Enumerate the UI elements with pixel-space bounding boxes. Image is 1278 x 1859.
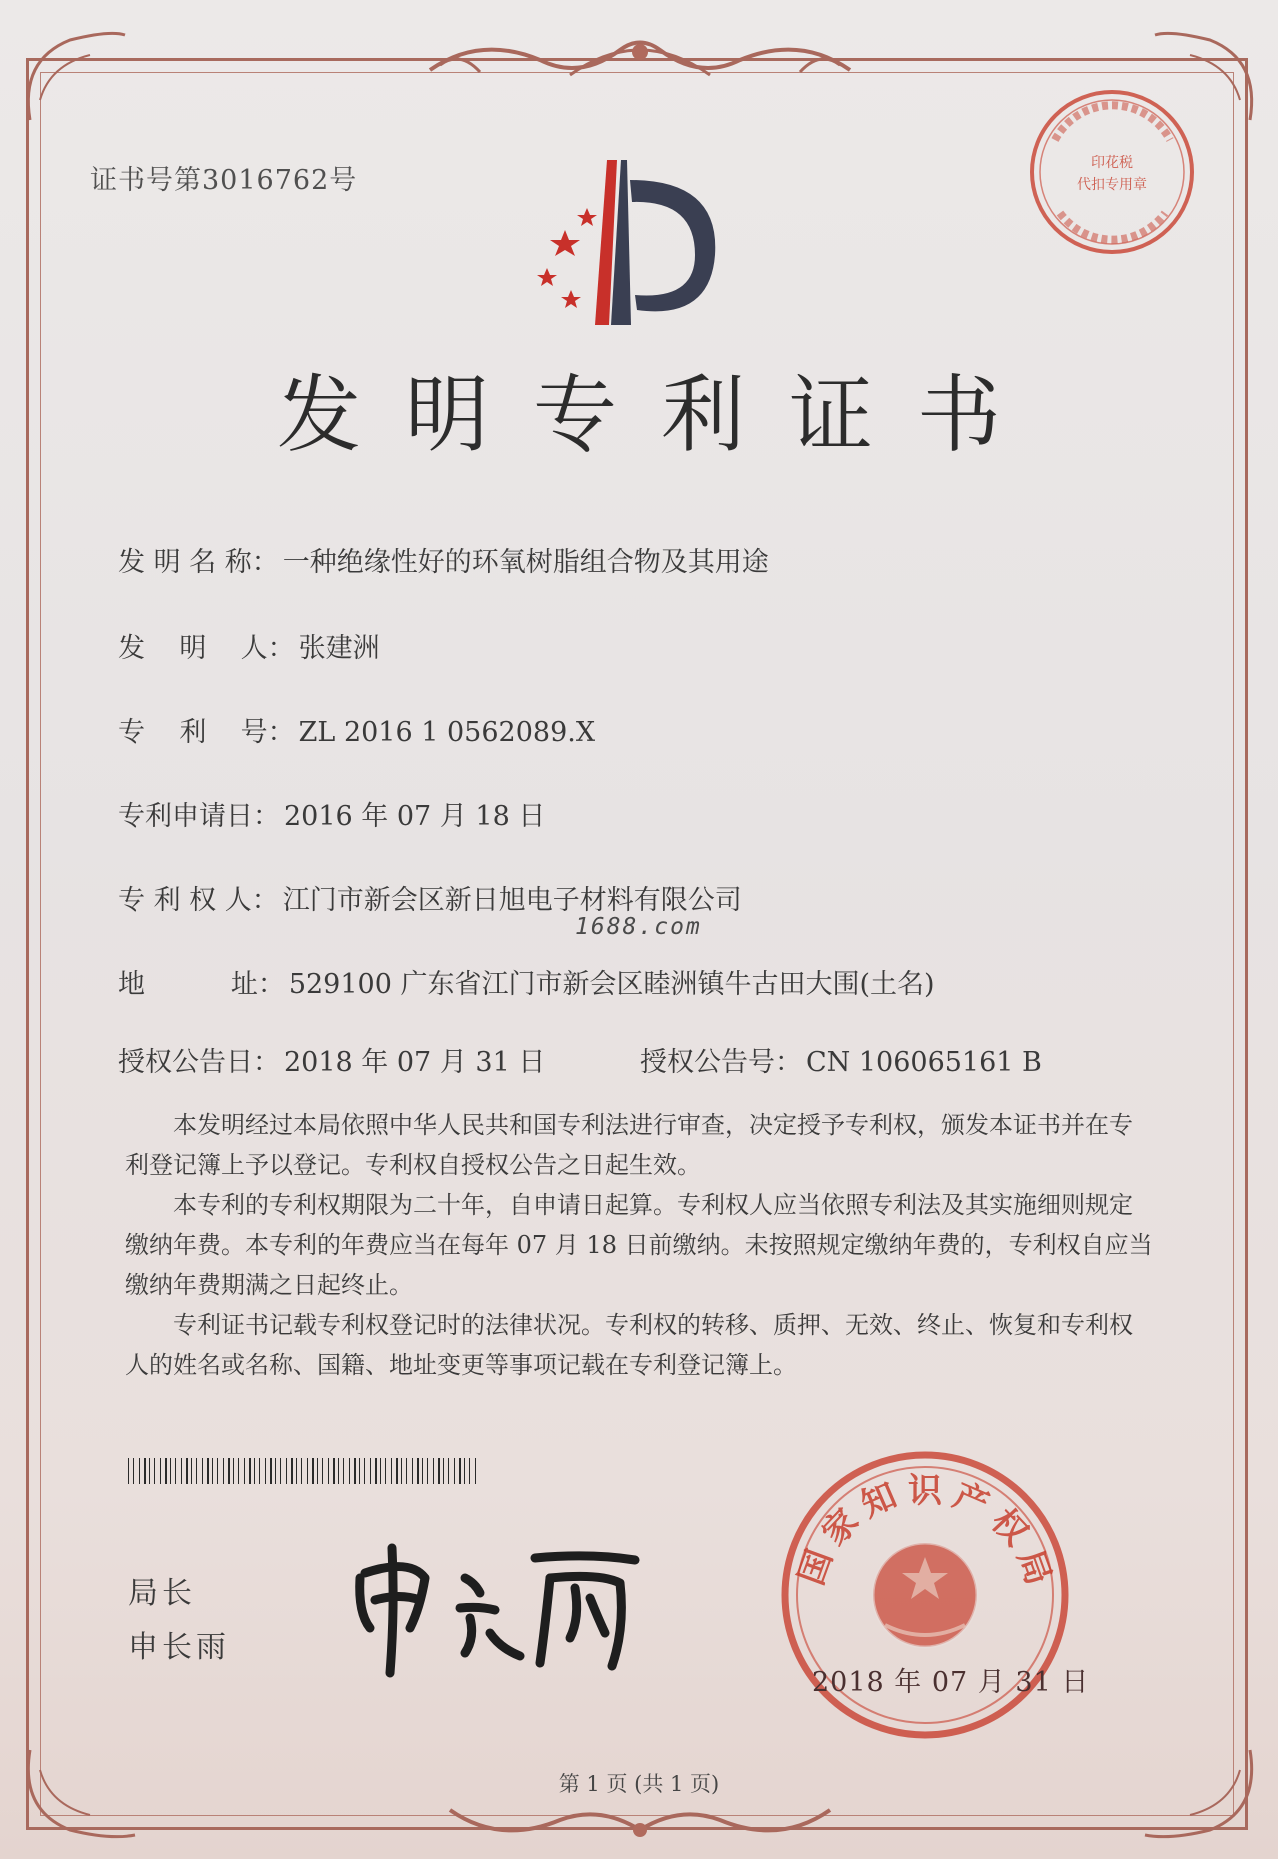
barcode-bar [133, 1458, 134, 1484]
barcode-bar [354, 1458, 356, 1484]
seal-character: 知 [855, 1475, 903, 1526]
barcode-bar [469, 1458, 470, 1484]
barcode-bar [286, 1458, 287, 1484]
barcode-bar [364, 1458, 365, 1484]
barcode-bar [249, 1458, 251, 1484]
barcode-bar [475, 1458, 476, 1484]
corner-ornament-top-left [10, 20, 130, 130]
barcode-bar [396, 1458, 398, 1484]
barcode-bar [170, 1458, 171, 1484]
barcode-bar [391, 1458, 392, 1484]
field-label: 专 利 号： [118, 717, 295, 748]
barcode-bar [296, 1458, 297, 1484]
barcode-bar [312, 1458, 314, 1484]
tax-seal-stamp [1025, 85, 1200, 260]
barcode-bar [181, 1458, 182, 1484]
barcode-bar [412, 1458, 413, 1484]
barcode-bar [322, 1458, 323, 1484]
barcode-bar [207, 1458, 209, 1484]
barcode-bar [454, 1458, 455, 1484]
barcode-bar [228, 1458, 230, 1484]
barcode-bar [223, 1458, 224, 1484]
certificate-number: 证书号第3016762号 [90, 165, 358, 196]
barcode-bar [149, 1458, 150, 1484]
seal-character: 权 [983, 1501, 1036, 1554]
barcode-bar [270, 1458, 272, 1484]
barcode-bar [196, 1458, 197, 1484]
barcode-bar [307, 1458, 308, 1484]
seal-character: 国 [791, 1544, 841, 1591]
barcode-bar [191, 1458, 192, 1484]
barcode-bar [175, 1458, 176, 1484]
barcode-bar [328, 1458, 329, 1484]
barcode-bar [259, 1458, 260, 1484]
barcode-bar [244, 1458, 245, 1484]
barcode-bar [128, 1458, 129, 1484]
barcode-bar [380, 1458, 381, 1484]
certificate-statement [125, 1105, 1155, 1385]
field-value: CN 106065161 B [806, 1047, 1042, 1078]
field-label: 授权公告号： [640, 1047, 802, 1078]
field-label: 发 明 人： [118, 633, 295, 664]
seal-character: 家 [814, 1501, 867, 1554]
barcode-bar [165, 1458, 167, 1484]
field-value: 529100 广东省江门市新会区睦洲镇牛古田大围(土名) [288, 969, 935, 1000]
barcode-bar [406, 1458, 407, 1484]
field-inventor [118, 626, 380, 665]
barcode-bar [139, 1458, 140, 1484]
barcode-bar [202, 1458, 203, 1484]
barcode-bar [433, 1458, 434, 1484]
director-title: 局长 [128, 1576, 196, 1611]
barcode-bar [154, 1458, 155, 1484]
statement-paragraph-2: 本专利的专利权期限为二十年，自申请日起算。专利权人应当依照专利法及其实施细则规定缴纳年费。本专利的年费应当在每年 07 月 18 日前缴纳。未按照规定缴纳年费的，专利权自应当缴纳年费期满之日起终止。 [125, 1191, 1153, 1299]
barcode-bar [275, 1458, 276, 1484]
field-label: 地 址： [118, 969, 285, 1000]
barcode-bar [443, 1458, 444, 1484]
statement-paragraph-3: 专利证书记载专利权登记时的法律状况。专利权的转移、质押、无效、终止、恢复和专利权人的姓名或名称、国籍、地址变更等事项记载在专利登记簿上。 [125, 1311, 1133, 1379]
barcode-bar [186, 1458, 188, 1484]
barcode-bar [427, 1458, 428, 1484]
barcode-bar [464, 1458, 465, 1484]
official-seal [775, 1445, 1075, 1745]
svg-text:代扣专用章: 代扣专用章 [1077, 177, 1147, 193]
field-value: 一种绝缘性好的环氧树脂组合物及其用途 [282, 547, 769, 578]
barcode-bar [422, 1458, 423, 1484]
barcode-bar [233, 1458, 234, 1484]
barcode-bar [401, 1458, 402, 1484]
field-value: 2016 年 07 月 18 日 [284, 801, 546, 832]
barcode-bar [212, 1458, 213, 1484]
barcode-bar [144, 1458, 146, 1484]
bottom-ornament [440, 1800, 840, 1850]
barcode-bar [160, 1458, 161, 1484]
field-grant-date [118, 1040, 545, 1079]
barcode-bar [238, 1458, 239, 1484]
seal-date: 2018 年 07 月 31 日 [812, 1667, 1090, 1698]
watermark-text: 1688.com [575, 914, 702, 940]
field-grant-no [640, 1040, 1042, 1079]
field-value: 江门市新会区新日旭电子材料有限公司 [282, 885, 742, 916]
barcode-bar [438, 1458, 440, 1484]
field-label: 专利申请日： [118, 801, 280, 832]
barcode-bar [349, 1458, 350, 1484]
barcode-bar [370, 1458, 371, 1484]
statement-paragraph-1: 本发明经过本局依照中华人民共和国专利法进行审查，决定授予专利权，颁发本证书并在专利登记簿上予以登记。专利权自授权公告之日起生效。 [125, 1111, 1133, 1179]
field-patentee [118, 878, 742, 917]
barcode-bar [280, 1458, 281, 1484]
certificate-title: 发明专利证书 [276, 366, 1045, 464]
field-value: 2018 年 07 月 31 日 [284, 1047, 546, 1078]
seal-character: 局 [1009, 1544, 1059, 1591]
barcode [128, 1458, 480, 1484]
field-patent-no [118, 710, 595, 749]
barcode-bar [301, 1458, 302, 1484]
barcode-bar [375, 1458, 377, 1484]
barcode-bar [338, 1458, 339, 1484]
barcode-bar [291, 1458, 293, 1484]
barcode-bar [448, 1458, 449, 1484]
page-number: 第 1 页 (共 1 页) [558, 1772, 720, 1796]
director-signature [350, 1538, 650, 1678]
seal-character: 识 [908, 1471, 942, 1511]
barcode-bar [385, 1458, 386, 1484]
patent-office-logo [535, 160, 745, 335]
barcode-bar [217, 1458, 218, 1484]
barcode-bar [417, 1458, 419, 1484]
barcode-bar [317, 1458, 318, 1484]
field-label: 发 明 名 称： [118, 547, 279, 578]
top-ornament [420, 30, 860, 90]
seal-character: 产 [947, 1475, 995, 1526]
barcode-bar [359, 1458, 360, 1484]
field-address [118, 962, 935, 1001]
field-label: 授权公告日： [118, 1047, 280, 1078]
field-filing-date [118, 794, 545, 833]
barcode-bar [265, 1458, 266, 1484]
field-invention-name [118, 540, 769, 579]
barcode-bar [254, 1458, 255, 1484]
field-value: ZL 2016 1 0562089.X [298, 717, 596, 748]
barcode-bar [459, 1458, 461, 1484]
director-name: 申长雨 [128, 1630, 230, 1665]
field-label: 专 利 权 人： [118, 885, 279, 916]
field-value: 张建洲 [298, 633, 380, 664]
barcode-bar [343, 1458, 344, 1484]
svg-text:印花税: 印花税 [1091, 155, 1133, 171]
barcode-bar [333, 1458, 335, 1484]
